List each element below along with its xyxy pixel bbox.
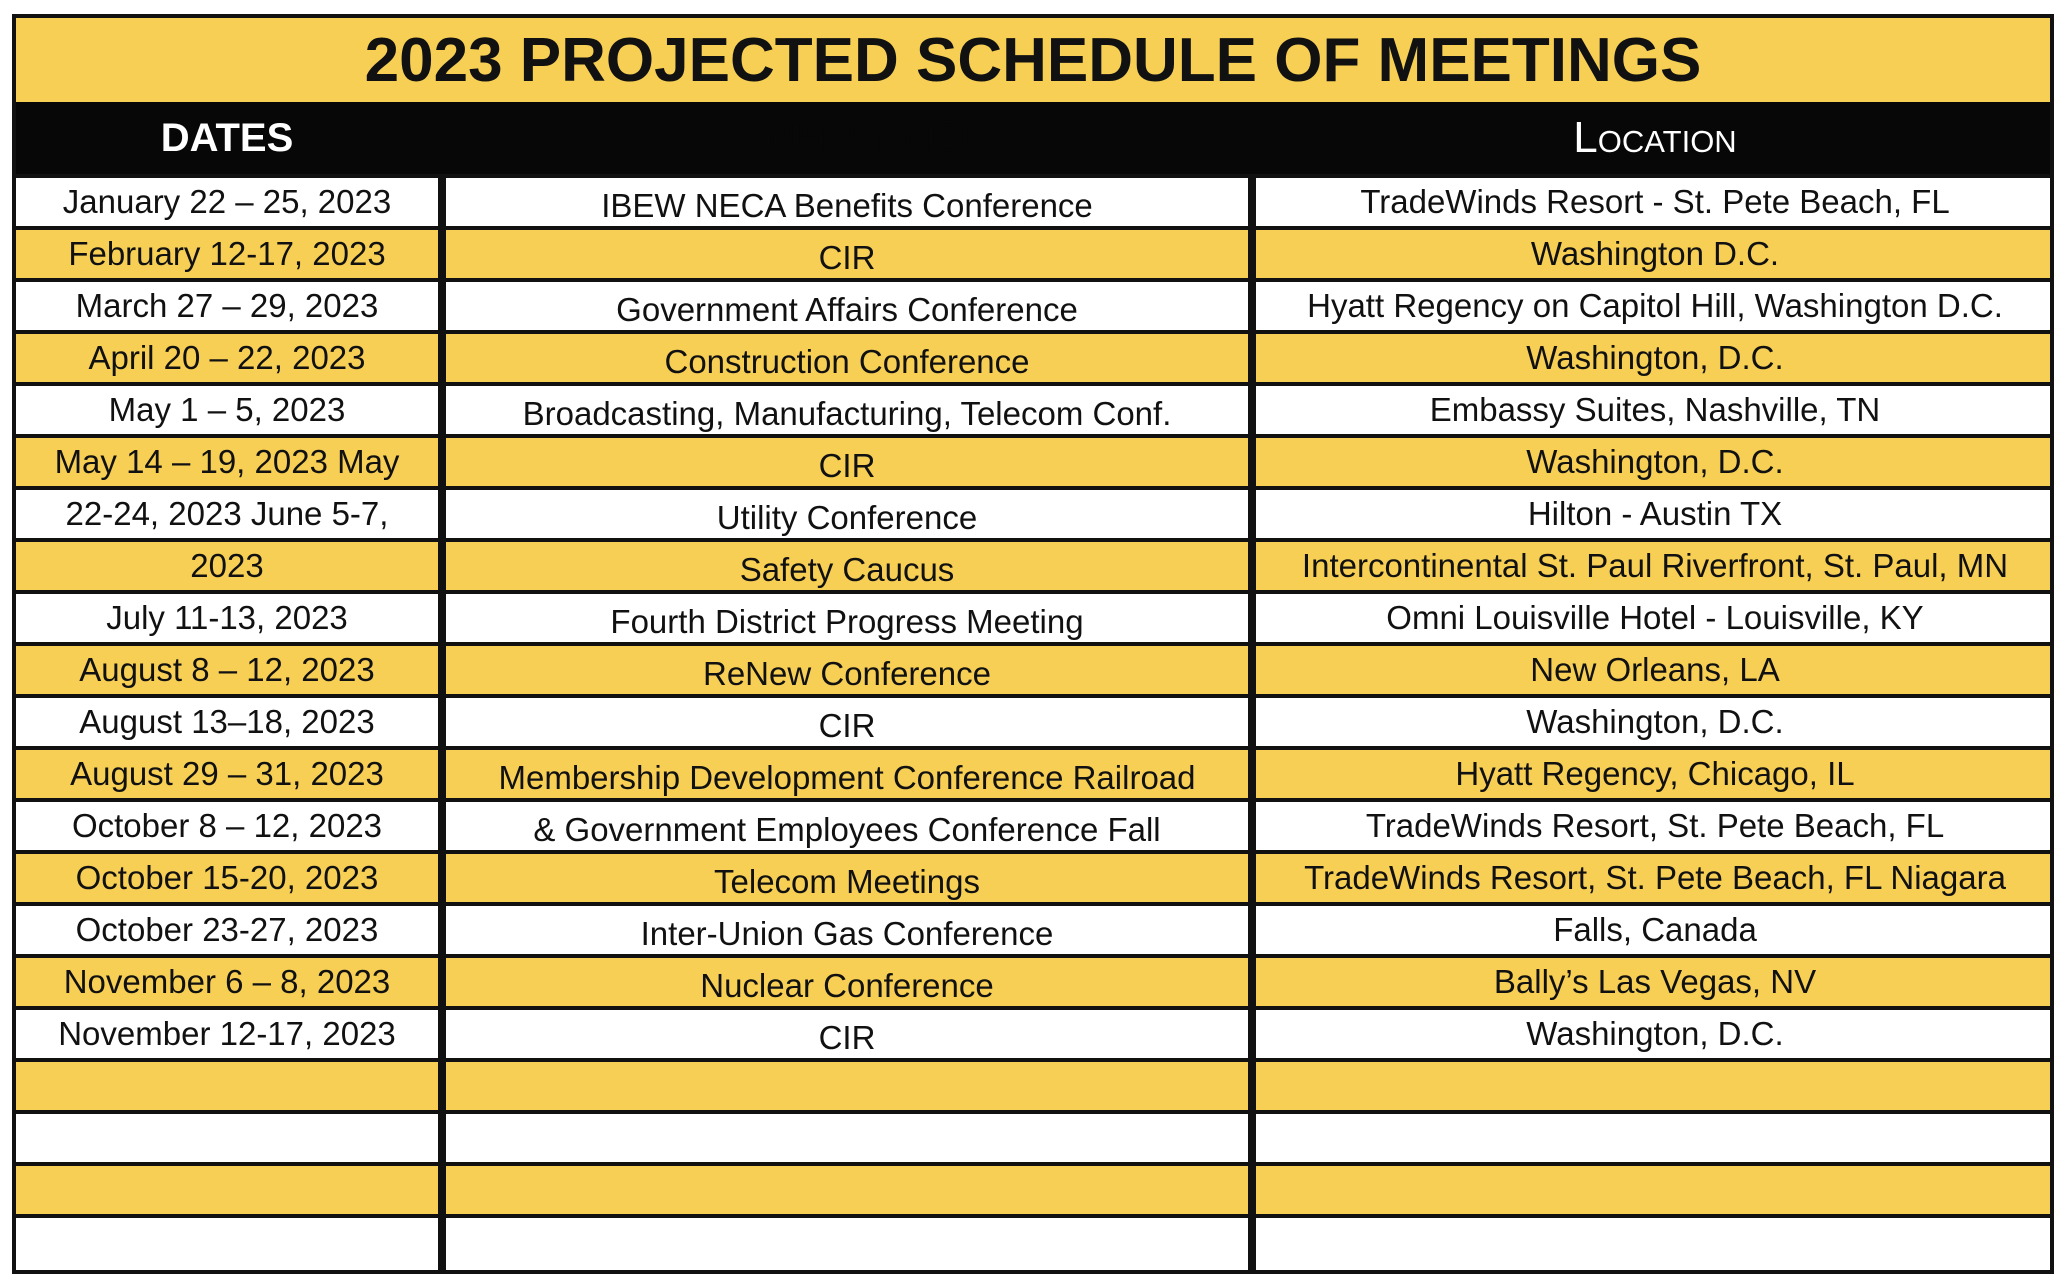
location-cell — [1256, 1062, 2054, 1110]
date-cell — [16, 1166, 438, 1214]
schedule-sheet — [12, 14, 2054, 1274]
conference-cell: CIR — [818, 447, 876, 484]
header-location: Location — [1573, 113, 1737, 162]
table-row — [16, 486, 2050, 538]
location-cell: Washington, D.C. — [1526, 443, 1784, 480]
conference-cell: Broadcasting, Manufacturing, Telecom Conf. — [522, 395, 1172, 432]
date-cell — [16, 1114, 438, 1162]
column-divider-2 — [1248, 174, 1256, 1270]
conference-cell: CIR — [818, 1019, 876, 1056]
column-divider-1 — [438, 174, 446, 1270]
location-cell: Washington, D.C. — [1526, 1015, 1784, 1052]
location-cell: TradeWinds Resort, St. Pete Beach, FL Niagara — [1304, 859, 2006, 896]
location-cell: Bally’s Las Vegas, NV — [1493, 963, 1817, 1000]
location-cell: Intercontinental St. Paul Riverfront, St. Paul, MN — [1301, 547, 2009, 584]
conference-cell: Safety Caucus — [739, 551, 955, 588]
table-row — [16, 1006, 2050, 1058]
conference-cell: Utility Conference — [716, 499, 978, 536]
conference-cell: ReNew Conference — [703, 655, 991, 692]
date-cell: May 1 – 5, 2023 — [108, 391, 346, 428]
location-cell: Hilton - Austin TX — [1527, 495, 1783, 532]
date-cell: 22-24, 2023 June 5-7, — [65, 495, 389, 532]
date-cell: October 8 – 12, 2023 — [71, 807, 383, 844]
conference-cell: IBEW NECA Benefits Conference — [601, 187, 1093, 224]
table-row — [16, 382, 2050, 434]
date-cell — [16, 1062, 438, 1110]
table-row — [16, 954, 2050, 1006]
conference-cell: Construction Conference — [664, 343, 1030, 380]
table-row — [16, 330, 2050, 382]
location-cell: Hyatt Regency, Chicago, IL — [1455, 755, 1855, 792]
table-row — [16, 174, 2050, 226]
table-row — [16, 434, 2050, 486]
conference-cell: Membership Development Conference Railroad — [498, 759, 1196, 796]
location-cell: TradeWinds Resort, St. Pete Beach, FL — [1365, 807, 1945, 844]
table-row — [16, 694, 2050, 746]
table-row — [16, 278, 2050, 330]
location-cell: Embassy Suites, Nashville, TN — [1429, 391, 1881, 428]
location-cell: Washington D.C. — [1530, 235, 1780, 272]
table-row — [16, 226, 2050, 278]
conference-cell: Government Affairs Conference — [616, 291, 1078, 328]
date-cell: November 12-17, 2023 — [58, 1015, 396, 1052]
date-cell: July 11-13, 2023 — [106, 599, 348, 636]
date-cell: August 8 – 12, 2023 — [79, 651, 375, 688]
location-cell: New Orleans, LA — [1530, 651, 1780, 688]
table-row — [16, 902, 2050, 954]
date-cell: October 15-20, 2023 — [75, 859, 379, 896]
conference-cell: CIR — [818, 239, 876, 276]
date-cell: May 14 – 19, 2023 May — [54, 443, 400, 480]
conference-cell: Fourth District Progress Meeting — [610, 603, 1084, 640]
conference-cell: CIR — [818, 707, 876, 744]
table-row — [16, 798, 2050, 850]
date-cell: November 6 – 8, 2023 — [63, 963, 391, 1000]
location-cell: Falls, Canada — [1553, 911, 1757, 948]
location-cell: Hyatt Regency on Capitol Hill, Washington D.C. — [1307, 287, 2003, 324]
table-row — [16, 590, 2050, 642]
table-row — [16, 642, 2050, 694]
date-cell: October 23-27, 2023 — [75, 911, 379, 948]
header-conference: CONFERENCE — [706, 115, 988, 160]
date-cell: February 12-17, 2023 — [68, 235, 386, 272]
conference-cell — [446, 1066, 1248, 1114]
date-cell: August 13–18, 2023 — [79, 703, 375, 740]
location-cell — [1256, 1166, 2054, 1214]
conference-cell: Telecom Meetings — [714, 863, 980, 900]
location-cell: Washington, D.C. — [1526, 703, 1784, 740]
conference-cell: & Government Employees Conference Fall — [533, 811, 1161, 848]
date-cell: 2023 — [190, 547, 264, 584]
table-row — [16, 1162, 2050, 1214]
table-row — [16, 1214, 2050, 1266]
title-bar — [16, 18, 2050, 102]
conference-cell — [446, 1222, 1248, 1270]
location-cell — [1256, 1114, 2054, 1162]
table-header — [16, 102, 2050, 174]
location-cell — [1256, 1218, 2054, 1266]
conference-cell — [446, 1118, 1248, 1166]
table-row — [16, 746, 2050, 798]
table-row — [16, 538, 2050, 590]
date-cell: January 22 – 25, 2023 — [62, 183, 392, 220]
date-cell: March 27 – 29, 2023 — [75, 287, 379, 324]
page-title: 2023 PROJECTED SCHEDULE OF MEETINGS — [364, 25, 1702, 95]
table-row — [16, 850, 2050, 902]
date-cell — [16, 1218, 438, 1266]
conference-cell: Inter-Union Gas Conference — [640, 915, 1054, 952]
conference-cell: Nuclear Conference — [700, 967, 994, 1004]
date-cell: August 29 – 31, 2023 — [70, 755, 384, 792]
location-cell: Omni Louisville Hotel - Louisville, KY — [1386, 599, 1924, 636]
location-cell: TradeWinds Resort - St. Pete Beach, FL — [1360, 183, 1950, 220]
header-dates: DATES — [160, 115, 294, 160]
table-row — [16, 1058, 2050, 1110]
table-row — [16, 1110, 2050, 1162]
date-cell: April 20 – 22, 2023 — [88, 339, 366, 376]
conference-cell — [446, 1170, 1248, 1218]
location-cell: Washington, D.C. — [1526, 339, 1784, 376]
